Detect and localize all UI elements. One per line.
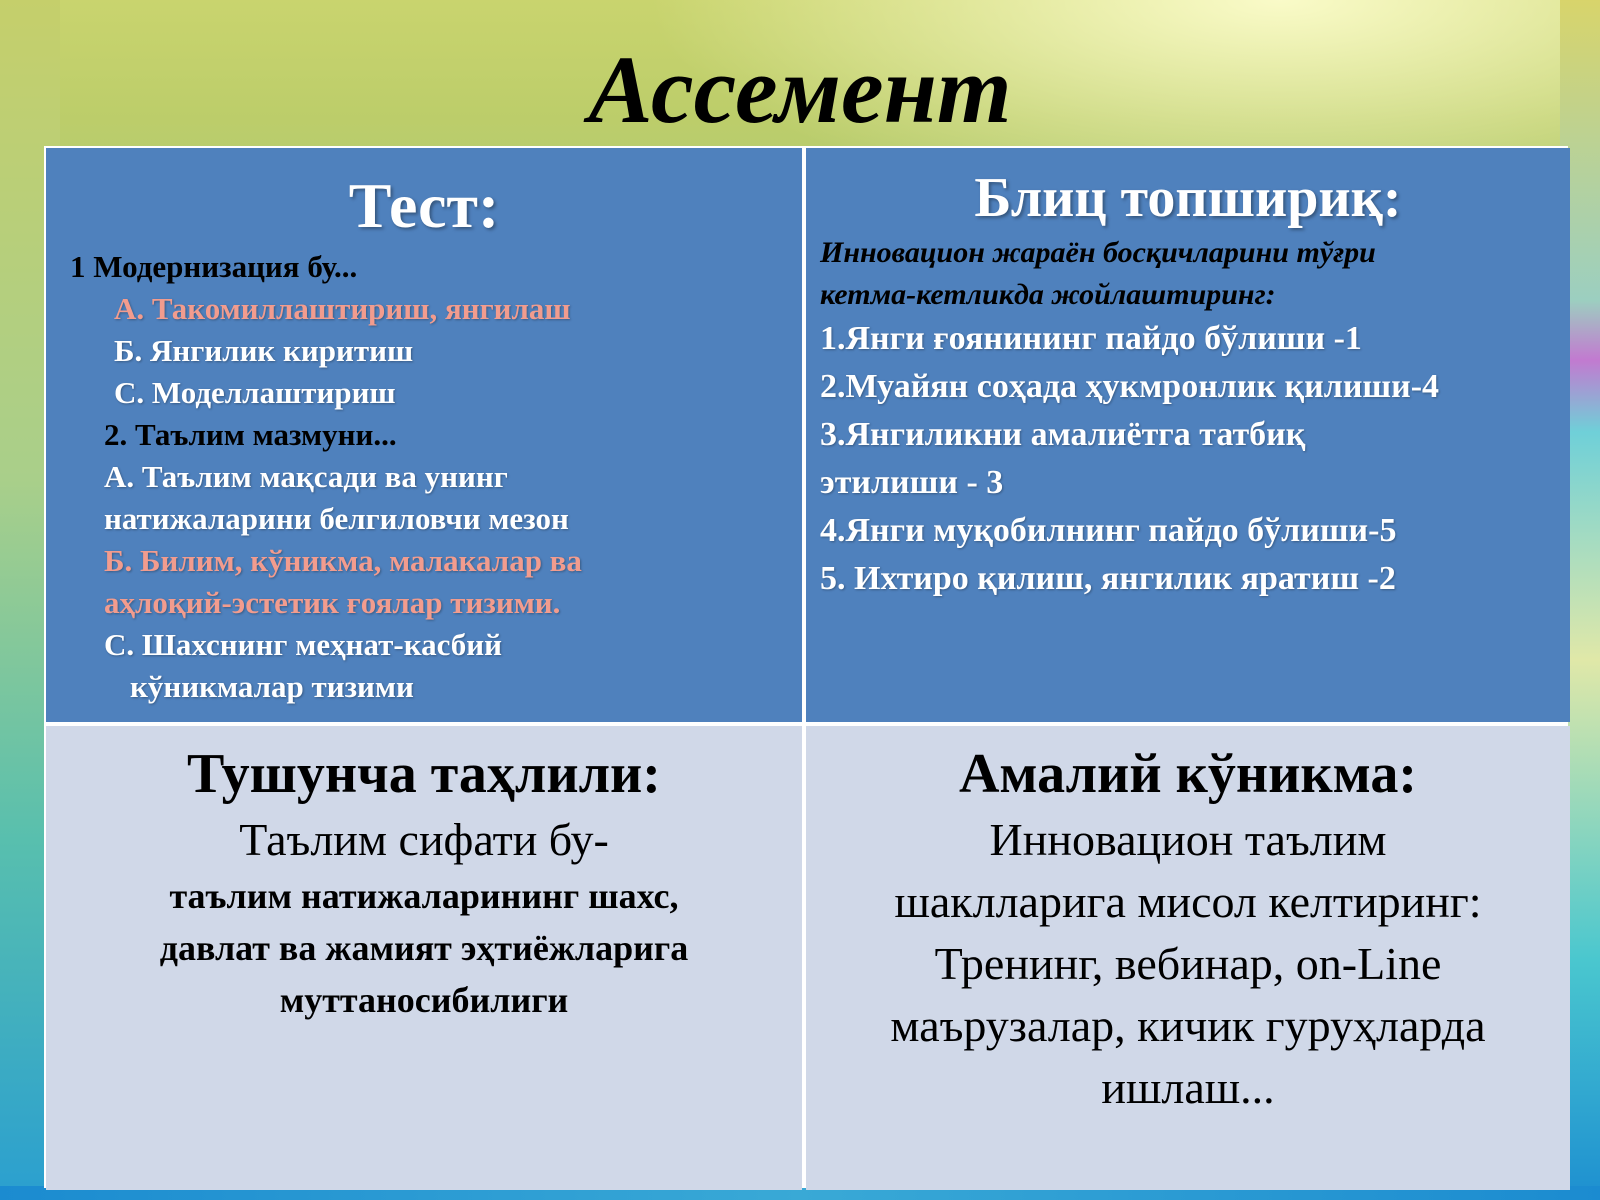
blitz-instruction-line1: Инновацион жараён босқичларини тўғри [820,236,1376,269]
concept-definition-line2: давлат ва жамият эҳтиёжларига [159,928,689,968]
test-heading: Тест: [348,170,500,241]
test-q1-option-a-correct: А. Такомиллаштириш, янгилаш [114,291,571,326]
practice-panel [806,726,1570,1190]
blitz-item-1: 1.Янги ғоянининг пайдо бўлиши -1 [820,320,1362,357]
test-question-2: 2. Таълим мазмуни... [104,417,397,452]
blitz-heading: Блиц топшириқ: [974,167,1402,229]
blitz-item-4: 4.Янги муқобилнинг пайдо бўлиши-5 [820,512,1397,549]
concept-intro: Таълим сифати бу- [239,814,609,865]
practice-heading: Амалий кўникма: [958,743,1418,805]
practice-line-1: Инновацион таълим [989,814,1387,865]
test-q2-option-b-correct-line2: аҳлоқий-эстетик ғоялар тизими. [104,585,561,620]
test-q2-option-c-line2: кўникмалар тизими [130,669,414,704]
practice-line-2: шаклларига мисол келтиринг: [894,876,1482,927]
test-q2-option-c-line1: С. Шахснинг меҳнат-касбий [104,627,502,662]
test-question-1: 1 Модернизация бу... [70,249,358,284]
practice-line-5: ишлаш... [1101,1062,1275,1113]
blitz-item-2: 2.Муайян соҳада ҳукмронлик қилиши-4 [820,368,1440,405]
blitz-panel [806,148,1570,722]
practice-line-3: Тренинг, вебинар, on-Line [934,938,1442,989]
test-q1-option-c: С. Моделлаштириш [114,375,396,410]
concept-definition-line3: муттаносибилиги [279,980,569,1020]
test-q2-option-b-correct-line1: Б. Билим, кўникма, малакалар ва [104,543,582,578]
blitz-item-3-line1: 3.Янгиликни амалиётга татбиқ [820,416,1306,453]
blitz-item-3-line2: этилиши - 3 [820,464,1004,501]
blitz-instruction-line2: кетма-кетликда жойлаштиринг: [820,278,1276,311]
test-panel [46,148,802,722]
concept-definition-line1: таълим натижаларининг шахс, [169,876,679,916]
test-q2-option-a-line2: натижаларини белгиловчи мезон [104,501,569,536]
practice-line-4: маърузалар, кичик гуруҳларда [890,1000,1486,1051]
test-q2-option-a-line1: А. Таълим мақсади ва унинг [104,459,508,494]
slide-title: Ассемент [588,36,1012,143]
concept-heading: Тушунча таҳлили: [187,743,661,805]
blitz-item-5: 5. Ихтиро қилиш, янгилик яратиш -2 [820,560,1396,597]
concept-panel [46,726,802,1190]
test-q1-option-b: Б. Янгилик киритиш [114,333,414,368]
assessment-grid [44,146,1568,1188]
